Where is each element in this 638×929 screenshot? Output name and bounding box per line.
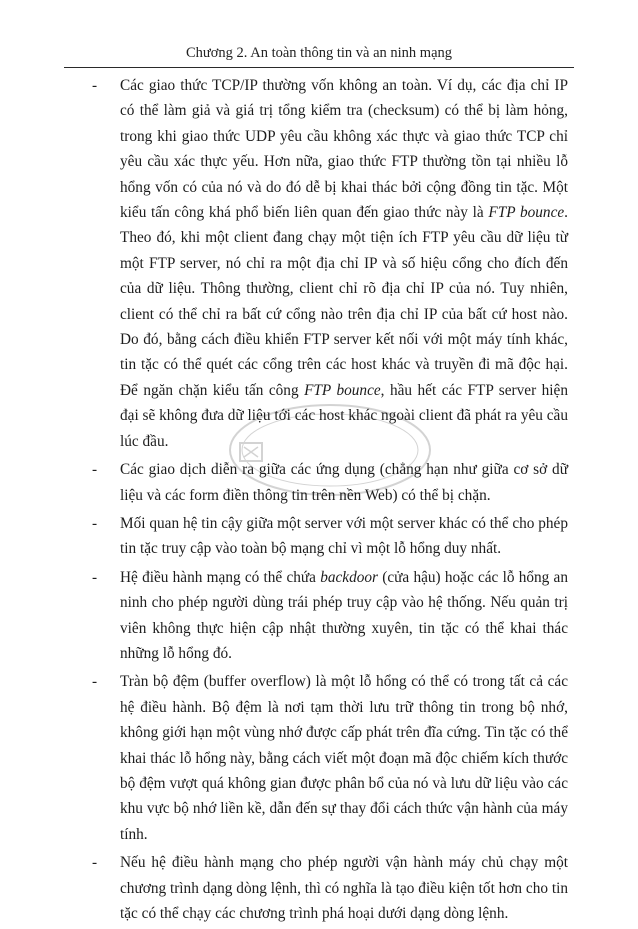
paragraph-command-line: Nếu hệ điều hành mạng cho phép người vận hành máy chủ chạy một chương trình dạng dòng lệnh, thì có nghĩa là tạo điều kiện tốt hơn cho tin tặc có thể chạy các chương trình phá hoại dưới dạng dòng lệnh. (120, 854, 568, 922)
bullet-dash: - (92, 854, 98, 872)
list-item (92, 669, 568, 847)
bullet-dash: - (92, 77, 98, 94)
list-item (92, 850, 568, 926)
page-header-title: Chương 2. An toàn thông tin và an ninh mạng (185, 45, 453, 61)
page-content (92, 73, 568, 929)
bullet-dash: - (92, 461, 98, 479)
page-header (0, 44, 638, 68)
list-item (92, 565, 568, 667)
list-item (92, 457, 568, 508)
list-item (92, 73, 568, 454)
paragraph-tcpip-ftp: Các giao thức TCP/IP thường vốn không an toàn. Ví dụ, các địa chỉ IP có thể làm giả và giá trị tổng kiểm tra (checksum) có thể bị làm hỏng, trong khi giao thức UDP yêu cầu không xác thực và giao thức TCP chỉ yêu cầu xác thực yếu. Hơn nữa, giao thức FTP thường tồn tại nhiều lỗ hổng vốn có của nó và do đó dễ bị khai thác bởi cộng đồng tin tặc. Một kiểu tấn công khá phổ biến liên quan đến giao thức này là FTP bounce. Theo đó, khi một client đang chạy một tiện ích FTP yêu cầu dữ liệu từ một FTP server, nó chỉ ra một địa chỉ IP và số hiệu cổng cho đích đến của dữ liệu. Thông thường, client chỉ rõ địa chỉ IP của nó. Tuy nhiên, client có thể chỉ ra bất cứ cổng nào trên địa chỉ IP của bất cứ host nào. Do đó, bằng cách điều khiển FTP server kết nối với một máy tính khác, tin tặc có thể quét các cổng trên các host khác và truyền đi mã độc hại. Để ngăn chặn kiểu tấn công FTP bounce, hầu hết các FTP server hiện đại sẽ không đưa dữ liệu tới các host khác ngoài client đã phát ra yêu cầu lúc đầu. (120, 77, 568, 450)
paragraph-backdoor: Hệ điều hành mạng có thể chứa backdoor (cửa hậu) hoặc các lỗ hổng an ninh cho phép người dùng trái phép truy cập vào hệ thống. Nếu quản trị viên không thực hiện cập nhật thường xuyên, tin tặc có thể khai thác những lỗ hổng đó. (120, 568, 568, 662)
list-item (92, 511, 568, 562)
bullet-dash: - (92, 568, 98, 586)
paragraph-trust-relationship: Mối quan hệ tin cậy giữa một server với một server khác có thể cho phép tin tặc truy cập vào toàn bộ mạng chỉ vì một lỗ hổng duy nhất. (120, 514, 568, 558)
paragraph-buffer-overflow: Tràn bộ đệm (buffer overflow) là một lỗ hổng có thể có trong tất cả các hệ điều hành. Bộ đệm là nơi tạm thời lưu trữ thông tin trong bộ nhớ, không giới hạn một vùng nhớ được cấp phát trên đĩa cứng. Tin tặc có thể khai thác lỗ hổng này, bằng cách viết một đoạn mã độc chiếm kích thước bộ đệm vượt quá không gian được phân bổ của nó và lưu dữ liệu vào các khu vực bộ nhớ liền kề, dẫn đến sự thay đổi cách thức vận hành của máy tính. (120, 673, 568, 843)
bullet-dash: - (92, 514, 98, 532)
bullet-dash: - (92, 673, 98, 691)
paragraph-transactions: Các giao dịch diễn ra giữa các ứng dụng (chẳng hạn như giữa cơ sở dữ liệu và các form điền thông tin trên nền Web) có thể bị chặn. (120, 461, 568, 504)
